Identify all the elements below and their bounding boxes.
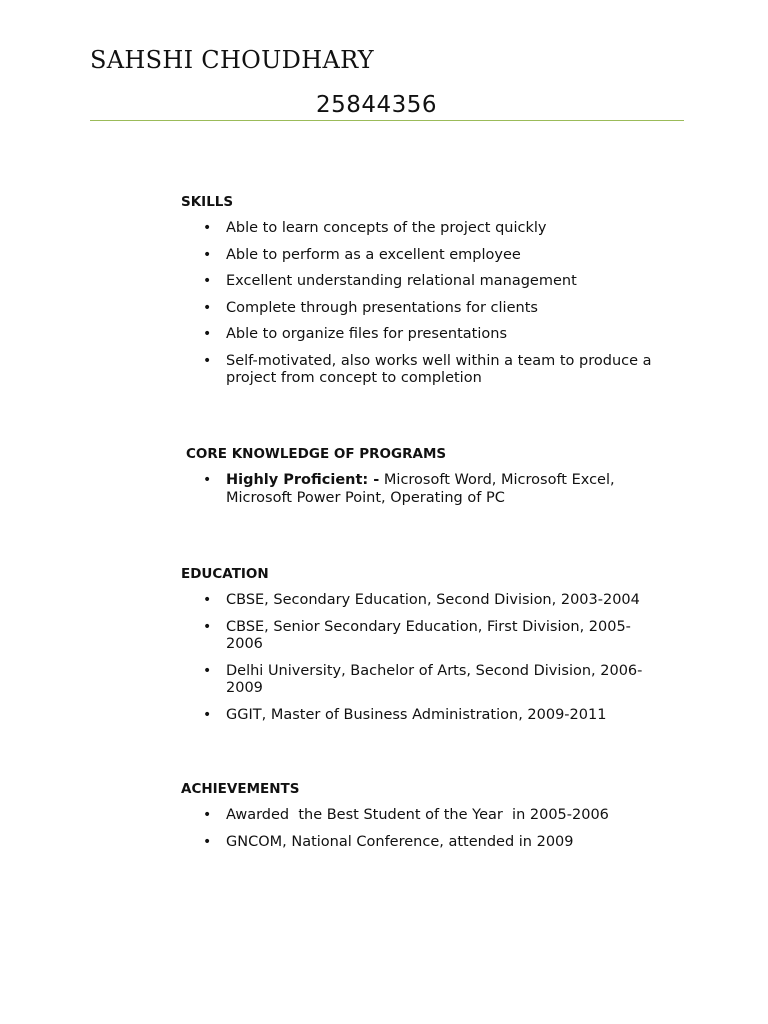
skills-section xyxy=(181,193,681,397)
skill-text: Self-motivated, also works well within a team to produce a project from concept to completion xyxy=(226,352,652,386)
bullet-icon: • xyxy=(203,299,212,316)
achievement-text: GNCOM, National Conference, attended in 2009 xyxy=(226,833,574,850)
bullet-icon: • xyxy=(203,592,212,608)
list-item xyxy=(181,273,666,291)
list-item xyxy=(181,472,666,507)
achievements-heading: ACHIEVEMENTS xyxy=(181,781,300,797)
achievement-text: Awarded the Best Student of the Year in 2005-2006 xyxy=(226,807,609,823)
list-item xyxy=(181,592,666,610)
core-knowledge-section xyxy=(181,445,681,516)
list-item xyxy=(181,807,666,825)
list-item xyxy=(181,707,666,725)
phone-number: 25844356 xyxy=(316,92,438,118)
bullet-icon: • xyxy=(203,618,212,635)
education-text: Delhi University, Bachelor of Arts, Second Division, 2006-2009 xyxy=(226,662,643,696)
list-item xyxy=(181,326,666,344)
list-item xyxy=(181,300,666,318)
bullet-icon: • xyxy=(203,472,212,488)
skill-text: Excellent understanding relational management xyxy=(226,273,577,289)
achievements-section xyxy=(181,780,681,860)
bullet-icon: • xyxy=(203,273,212,289)
bullet-icon: • xyxy=(203,352,212,369)
bullet-icon: • xyxy=(203,662,212,679)
candidate-name: SAHSHI CHOUDHARY xyxy=(90,46,374,74)
education-text: GGIT, Master of Business Administration, 2009-2011 xyxy=(226,706,607,723)
bullet-icon: • xyxy=(203,246,212,263)
list-item xyxy=(181,834,666,852)
education-text: CBSE, Secondary Education, Second Division, 2003-2004 xyxy=(226,592,640,608)
education-list xyxy=(181,592,681,724)
achievements-list xyxy=(181,807,681,851)
bullet-icon: • xyxy=(203,807,212,823)
education-text: CBSE, Senior Secondary Education, First Division, 2005-2006 xyxy=(226,618,631,652)
list-item xyxy=(181,247,666,265)
skills-list xyxy=(181,220,681,388)
core-knowledge-list xyxy=(181,472,681,507)
proficiency-text: Microsoft Word, Microsoft Excel, Microsoft Power Point, Operating of PC xyxy=(226,472,615,506)
education-heading: EDUCATION xyxy=(181,566,269,582)
list-item xyxy=(181,220,666,238)
bullet-icon: • xyxy=(203,220,212,236)
list-item xyxy=(181,619,666,654)
bullet-icon: • xyxy=(203,833,212,850)
education-section xyxy=(181,565,681,733)
skill-text: Able to learn concepts of the project quickly xyxy=(226,220,547,236)
bullet-icon: • xyxy=(203,706,212,723)
skill-text: Able to perform as a excellent employee xyxy=(226,246,521,263)
bullet-icon: • xyxy=(203,326,212,342)
list-item xyxy=(181,353,666,388)
skill-text: Able to organize files for presentations xyxy=(226,326,508,342)
skill-text: Complete through presentations for clients xyxy=(226,299,538,316)
skills-heading: SKILLS xyxy=(181,194,234,210)
header-divider xyxy=(90,120,684,121)
list-item xyxy=(181,663,666,698)
proficiency-label: Highly Proficient: - xyxy=(226,472,380,488)
core-knowledge-heading: CORE KNOWLEDGE OF PROGRAMS xyxy=(186,446,447,462)
